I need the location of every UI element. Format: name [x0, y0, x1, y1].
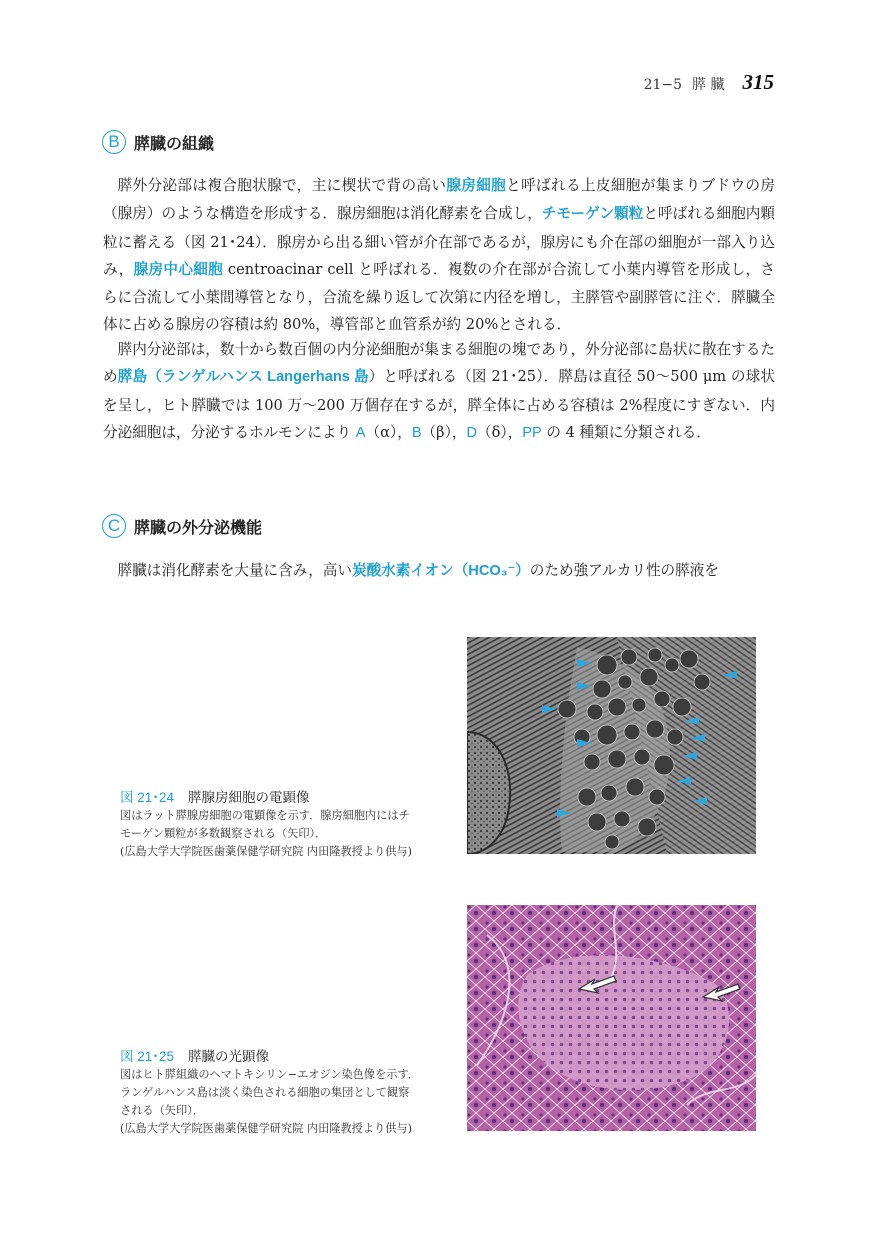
section-c-title: 膵臓の外分泌機能	[134, 519, 263, 537]
text-run: 膵内分泌部は，数十から数百個の内分泌細胞が集まる細胞の塊であり，外分泌部に島状に散在するため	[103, 341, 775, 386]
section-c-paragraph-1	[103, 557, 775, 585]
section-b-heading	[102, 130, 214, 154]
section-b-paragraph-2	[103, 336, 775, 447]
keyword: B	[411, 424, 422, 441]
keyword: 腺房中心細胞	[133, 261, 223, 278]
light-micrograph	[467, 905, 756, 1131]
figure-21-25-label: 図 21･25	[120, 1049, 175, 1064]
figure-21-24-description	[120, 807, 450, 861]
section-b-title: 膵臓の組織	[134, 135, 215, 153]
text-run: （β），	[421, 423, 467, 441]
figure-21-24-desc-line: モーゲン顆粒が多数観察される（矢印）．	[120, 827, 327, 840]
keyword: 膵島（ランゲルハンス Langerhans 島	[117, 369, 369, 386]
text-run: の 4 種類に分類される．	[541, 423, 711, 441]
figure-21-25-desc-line: ランゲルハンス島は淡く染色される細胞の集団として観察	[120, 1086, 410, 1099]
text-run: centroacinar cell と呼ばれる．複数の介在部が合流して小葉内導管を形成し，さらに合流して小葉間導管となり，合流を繰り返して次第に内径を増し，主膵管や副膵管に注ぐ．膵臓全体に占める腺房の容積は約 80%，導管部と血管系が約 20%とされる．	[103, 260, 775, 334]
running-head	[644, 70, 774, 95]
text-run: ）と呼ばれる（図 21･25）．膵島は直径 50～500 μm の球状を呈し，ヒト膵臓では 100 万～200 万個存在するが，膵全体に占める容積は 2%程度にすぎない．内分泌細胞は，分泌するホルモンにより	[103, 368, 775, 441]
keyword: チモーゲン顆粒	[541, 206, 644, 223]
section-b-paragraph-1	[103, 172, 775, 339]
running-head-section: 21−5	[643, 77, 683, 93]
keyword: 炭酸水素イオン（HCO₃⁻）	[351, 563, 530, 579]
figure-21-25-desc-line: (広島大学大学院医歯薬保健学研究院 内田隆教授より供与)	[120, 1122, 412, 1135]
keyword: D	[466, 424, 478, 441]
figure-21-24-label: 図 21･24	[120, 790, 175, 805]
section-c-badge: C	[102, 514, 126, 538]
figure-21-25-desc-line: 図はヒト膵組織のヘマトキシリン−エオジン染色像を示す．	[120, 1068, 419, 1081]
figure-21-25-desc-line: される（矢印）．	[120, 1104, 204, 1117]
text-run: と呼ばれる上皮細胞が集まりブドウの房（腺房）のような構造を形成する．腺房細胞は消化酵素を合成し，	[103, 177, 775, 223]
figure-21-25-title: 膵臓の光顕像	[188, 1049, 270, 1064]
keyword: PP	[522, 424, 542, 441]
light-micrograph-image	[467, 905, 756, 1131]
text-run: と呼ばれる細胞内顆粒に蓄える（図 21･24）．腺房から出る細い管が介在部であるが，腺房にも介在部の細胞が一部入り込み，	[103, 205, 775, 278]
figure-21-24-caption-title	[120, 786, 310, 806]
section-b-badge: B	[102, 130, 126, 154]
figure-21-25-description	[120, 1066, 450, 1138]
electron-micrograph-image	[467, 637, 756, 854]
text-run: （δ），	[477, 423, 523, 441]
text-run: 膵臓は消化酵素を大量に含み，高い	[117, 562, 352, 579]
electron-micrograph	[467, 637, 756, 854]
page-number: 315	[742, 70, 774, 94]
text-run: 膵外分泌部は複合胞状腺で，主に楔状で背の高い	[117, 177, 447, 194]
keyword: 腺房細胞	[446, 178, 507, 194]
running-head-chapter: 膵 臓	[692, 77, 725, 93]
keyword: A	[355, 424, 366, 441]
figure-21-24-desc-line: (広島大学大学院医歯薬保健学研究院 内田隆教授より供与)	[120, 845, 412, 858]
section-c-heading	[102, 514, 262, 538]
text-run: （α），	[365, 423, 412, 441]
figure-21-25-caption-title	[120, 1045, 269, 1065]
figure-21-24-title: 膵腺房細胞の電顕像	[188, 790, 310, 805]
text-run: のため強アルカリ性の膵液を	[529, 562, 719, 579]
figure-21-24-desc-line: 図はラット膵腺房細胞の電顕像を示す．腺房細胞内にはチ	[120, 809, 410, 822]
